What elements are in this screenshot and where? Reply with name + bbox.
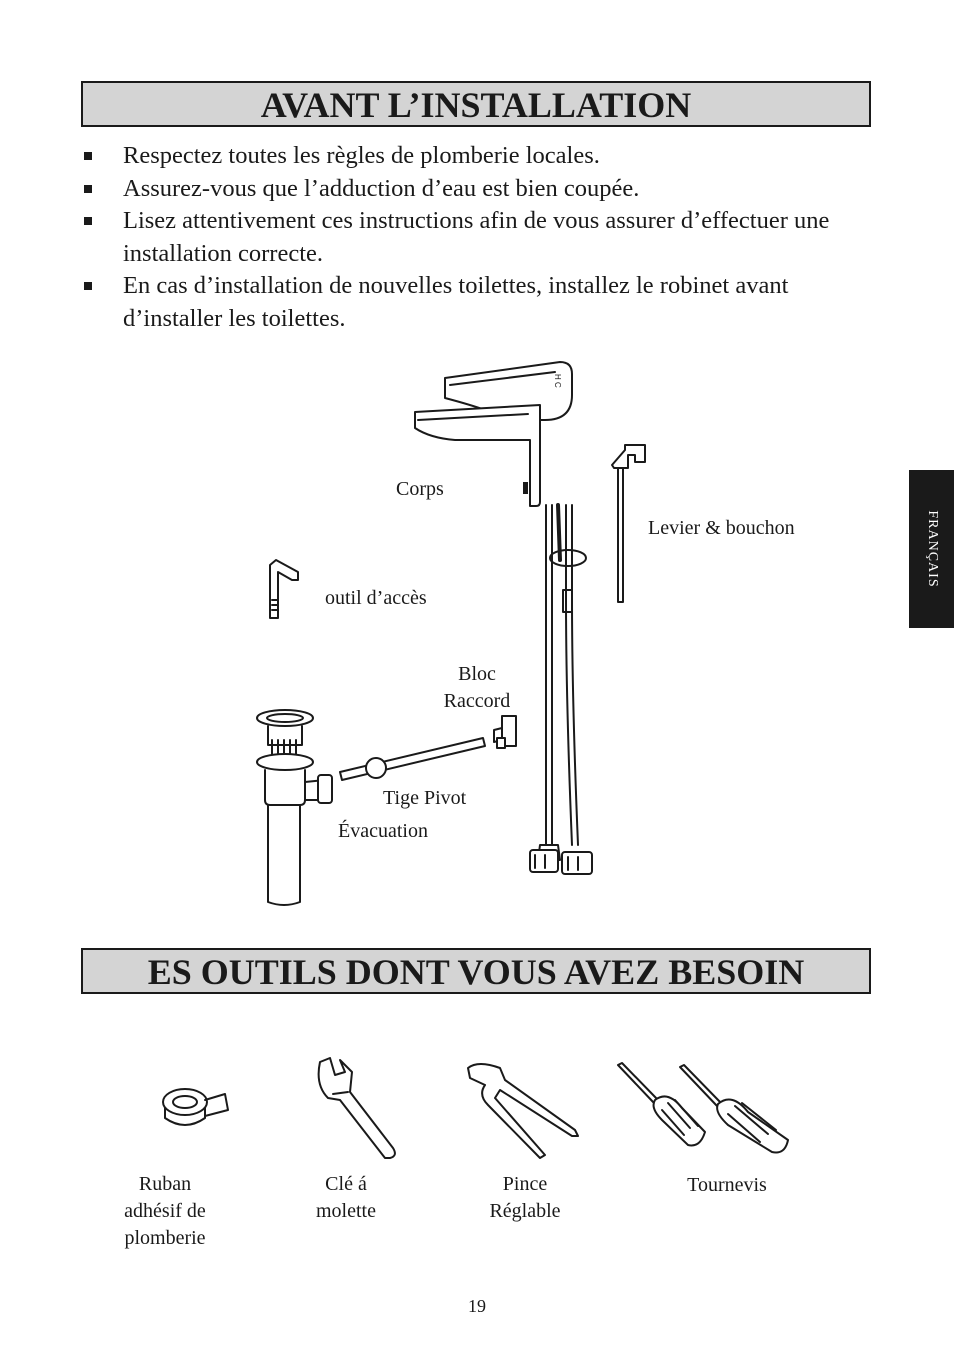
label-tige-pivot: Tige Pivot (383, 787, 467, 809)
tool-label-wrench: Clé á molette (316, 1173, 376, 1222)
language-tab: FRANÇAIS (909, 470, 954, 628)
label-bloc: Bloc Raccord (443, 663, 511, 712)
tool-label-screwdrivers: Tournevis (687, 1174, 767, 1196)
instruction-item: En cas d’installation de nouvelles toilettes, installez le robinet avant d’installer les toilettes. (82, 270, 882, 335)
connector-block-icon (494, 716, 516, 748)
svg-text:H C: H C (553, 374, 562, 388)
tool-label-pliers: Pince Réglable (489, 1173, 561, 1222)
tool-label-tape: Ruban adhésif de plomberie (124, 1173, 206, 1249)
adjustable-pliers-icon (468, 1064, 578, 1158)
allen-key-icon (270, 560, 298, 618)
drain-assembly-icon (257, 710, 332, 905)
instruction-item: Respectez toutes les règles de plomberie locales. (82, 140, 882, 173)
label-outil: outil d’accès (325, 587, 427, 609)
section-title-tools: ES OUTILS DONT VOUS AVEZ BESOIN (81, 948, 871, 994)
label-levier: Levier & bouchon (648, 517, 795, 539)
label-corps: Corps (396, 478, 444, 500)
label-evacuation: Évacuation (338, 820, 428, 842)
plumbing-tape-icon (163, 1089, 228, 1125)
instruction-item: Lisez attentivement ces instructions afin de vous assurer d’effectuer une installation correcte. (82, 205, 882, 270)
pivot-rod-icon (340, 738, 485, 780)
page-number: 19 (468, 1296, 486, 1316)
instruction-item: Assurez-vous que l’adduction d’eau est bien coupée. (82, 173, 882, 206)
lift-rod-icon (612, 445, 645, 602)
adjustable-wrench-icon (319, 1058, 395, 1158)
screwdrivers-icon (618, 1063, 788, 1153)
supply-hoses-icon (530, 505, 592, 874)
section-title-before-installation: AVANT L’INSTALLATION (81, 81, 871, 127)
